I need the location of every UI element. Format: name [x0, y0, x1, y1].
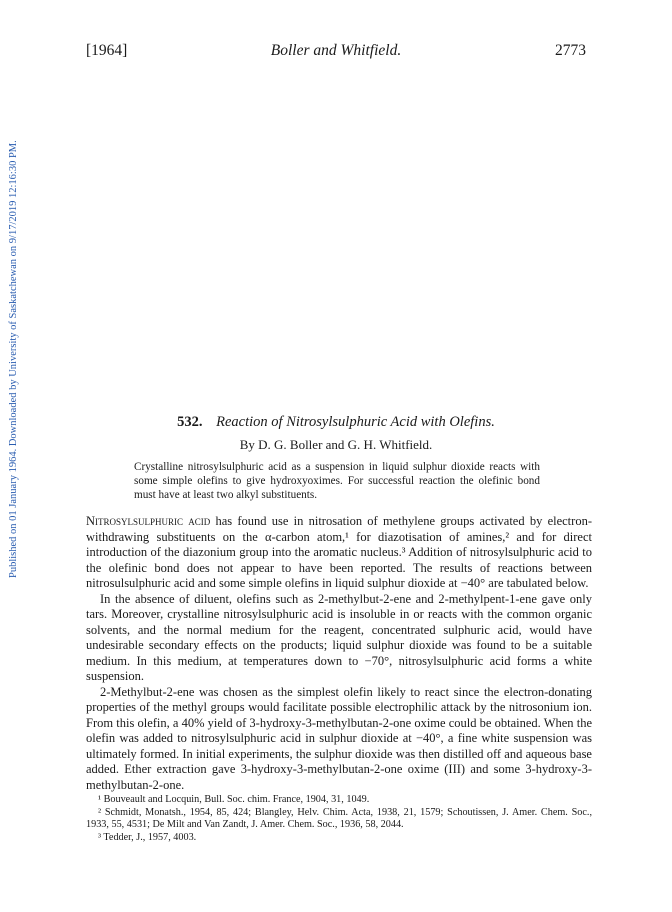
article-body: [86, 514, 592, 793]
header-page-number: 2773: [555, 42, 586, 59]
footnote-2: ² Schmidt, Monatsh., 1954, 85, 424; Blangley, Helv. Chim. Acta, 1938, 21, 1579; Schoutissen, J. Amer. Chem. Soc., 1933, 55, 4531; De Milt and Van Zandt, J. Amer. Chem. Soc., 1936, 58, 2044.: [86, 806, 592, 830]
header-year: [1964]: [86, 42, 128, 59]
body-paragraph-1: [86, 514, 592, 592]
running-header: [86, 42, 586, 64]
article-title-text: Reaction of Nitrosylsulphuric Acid with Olefins.: [216, 414, 495, 430]
footnotes: [86, 794, 592, 844]
article-title: [86, 414, 586, 431]
article-byline: By D. G. Boller and G. H. Whitfield.: [239, 437, 433, 452]
download-watermark-text: Published on 01 January 1964. Downloaded by University of Saskatchewan on 9/17/2019 12:16:30 PM.: [8, 140, 19, 578]
body-paragraph-3: 2-Methylbut-2-ene was chosen as the simplest olefin likely to react since the electron-donating properties of the methyl groups would facilitate possible electrophilic attack by the nitrosonium ion. From this olefin, a 40% yield of 3-hydroxy-3-methylbutan-2-one oxime could be obtained. When the olefin was added to nitrosylsulphuric acid in sulphur dioxide at −40°, a fine white suspension was ultimately formed. In initial experiments, the sulphur dioxide was then distilled off and aqueous base added. Ether extraction gave 3-hydroxy-3-methylbutan-2-one oxime (III) and some 3-hydroxy-3-methylbutan-2-one.: [86, 684, 592, 792]
body-paragraph-2: In the absence of diluent, olefins such as 2-methylbut-2-ene and 2-methylpent-1-ene gave only tars. Moreover, crystalline nitrosylsulphuric acid is insoluble in or reacts with the common organic solvents, and the normal medium for the reagent, concentrated sulphuric acid, would have undesirable secondary effects on the products; liquid sulphur dioxide was found to be a suitable medium. In this medium, at temperatures down to −70°, nitrosylsulphuric acid forms a white suspension.: [86, 591, 592, 683]
article-number: 532.: [177, 414, 203, 430]
paragraph-lead: Nitrosylsulphuric acid: [86, 514, 211, 528]
article-abstract: Crystalline nitrosylsulphuric acid as a suspension in liquid sulphur dioxide reacts with some simple olefins to give hydroxyoximes. For successful reaction the olefinic bond must have at least two alkyl substituents.: [134, 461, 540, 501]
footnote-3: ³ Tedder, J., 1957, 4003.: [98, 831, 197, 843]
paragraph-text: has found use in nitrosation of methylene groups activated by electron-withdrawing substituents on the α-carbon atom,¹ for diazotisation of amines,² and for direct introduction of the diazonium group into the aromatic nucleus.³ Addition of nitrosylsulphuric acid to the olefinic bond does not appear to have been reported. The results of reactions between nitrosulsulphuric acid and some simple olefins in liquid sulphur dioxide at −40° are tabulated below.: [86, 514, 592, 590]
footnote-1: ¹ Bouveault and Locquin, Bull. Soc. chim. France, 1904, 31, 1049.: [98, 794, 370, 805]
header-authors: Boller and Whitfield.: [270, 42, 402, 59]
download-watermark: [8, 118, 22, 578]
